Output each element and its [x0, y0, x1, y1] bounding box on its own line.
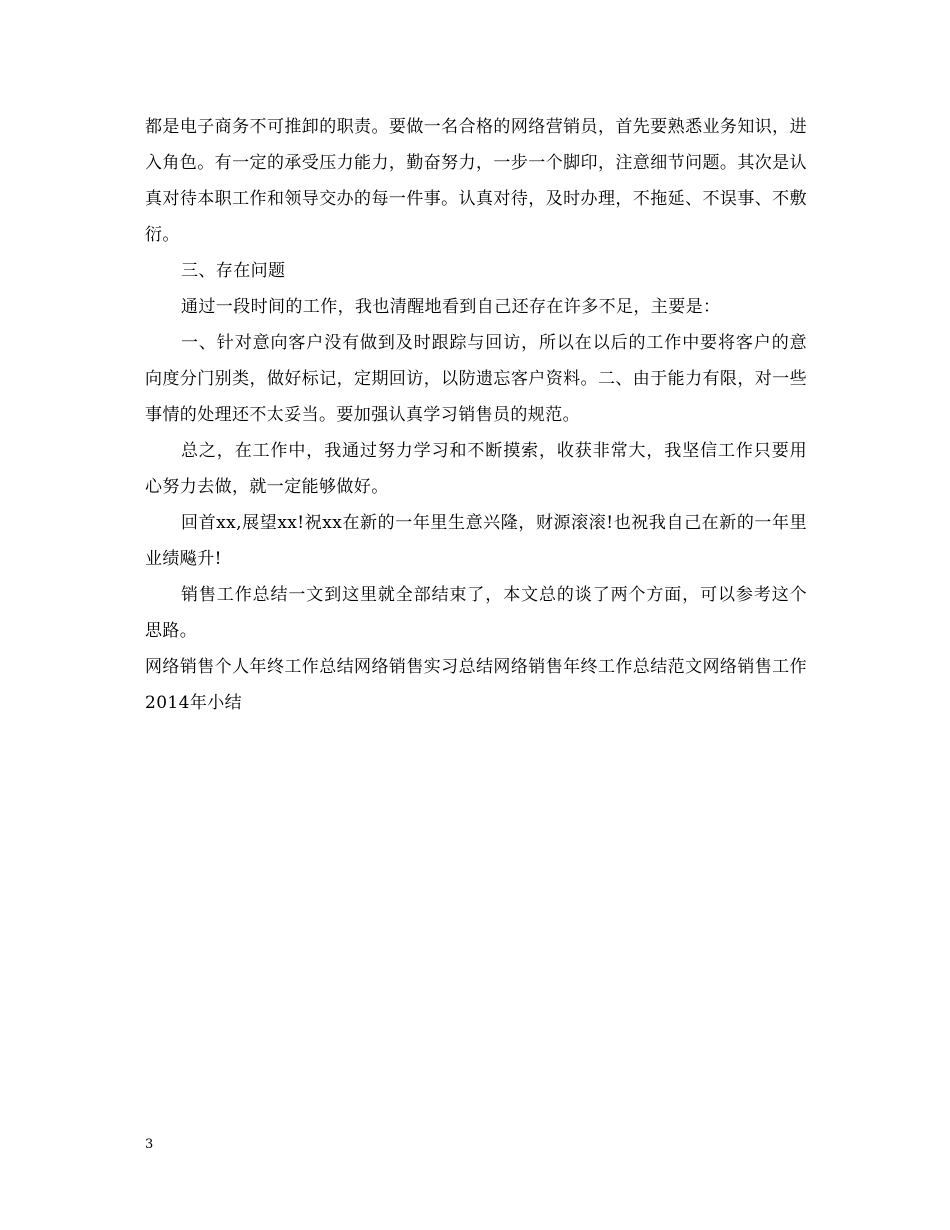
paragraph-closing-note: 销售工作总结一文到这里就全部结束了，本文总的谈了两个方面，可以参考这个思路。	[145, 585, 807, 641]
paragraph-shortcomings-intro: 通过一段时间的工作，我也清醒地看到自己还存在许多不足，主要是：	[181, 297, 721, 317]
section-heading-problems: 三、存在问题	[181, 261, 286, 281]
paragraph-shortcomings-list: 一、针对意向客户没有做到及时跟踪与回访，所以在以后的工作中要将客户的意向度分门别类，做好标记，定期回访，以防遗忘客户资料。二、由于能力有限，对一些事情的处理还不太妥当。要加强认真学习销售员的规范。	[145, 333, 807, 425]
related-articles-line: 网络销售个人年终工作总结网络销售实习总结网络销售年终工作总结范文网络销售工作2014年小结	[145, 657, 807, 713]
paragraph-conclusion: 总之，在工作中，我通过努力学习和不断摸索，收获非常大，我坚信工作只要用心努力去做，就一定能够做好。	[145, 441, 807, 497]
paragraph-wishes: 回首xx,展望xx!祝xx在新的一年里生意兴隆，财源滚滚!也祝我自己在新的一年里业绩飚升!	[145, 513, 807, 569]
page-number: 3	[145, 1137, 154, 1152]
paragraph-duties: 都是电子商务不可推卸的职责。要做一名合格的网络营销员，首先要熟悉业务知识，进入角色。有一定的承受压力能力，勤奋努力，一步一个脚印，注意细节问题。其次是认真对待本职工作和领导交办的每一件事。认真对待，及时办理，不拖延、不误事、不敷衍。	[145, 117, 807, 245]
page-body	[145, 109, 807, 721]
